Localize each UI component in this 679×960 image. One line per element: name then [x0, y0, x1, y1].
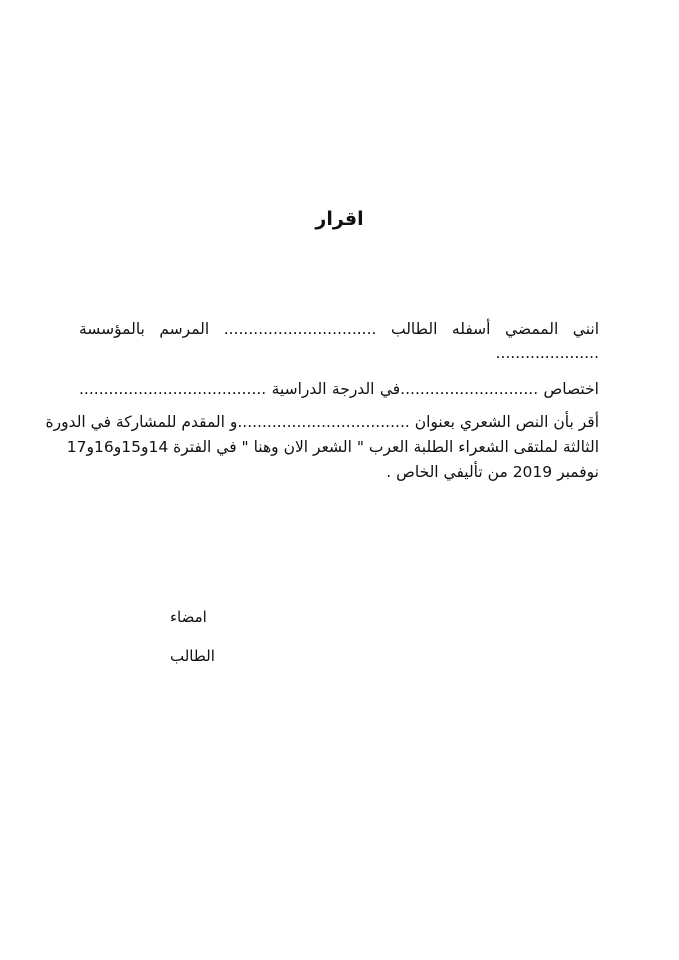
word-anni: انني: [572, 320, 599, 338]
word-institution: بالمؤسسة: [79, 320, 145, 338]
institution-blank: .....................: [495, 344, 599, 362]
specialty-line: اختصاص ............................في الدرجة الدراسية ......................................: [79, 380, 599, 398]
declarant-line: [79, 320, 599, 338]
signature-role: الطالب: [170, 647, 215, 665]
word-mumdi: الممضي: [504, 320, 559, 338]
declaration-line-3: نوفمبر 2019 من تأليفي الخاص .: [386, 463, 599, 481]
word-murassam: المرسم: [159, 320, 210, 338]
word-talib: الطالب: [390, 320, 438, 338]
name-blank: ...............................: [223, 320, 377, 338]
word-asfalahu: أسفله: [451, 320, 491, 338]
signature-label: امضاء: [170, 608, 207, 626]
document-title: اقرار: [315, 208, 364, 230]
declaration-line-2: الثالثة لملتقى الشعراء الطلبة العرب " الشعر الان وهنا " في الفترة 14و15و16و17: [66, 438, 599, 456]
declaration-line-1: أقر بأن النص الشعري بعنوان ...................................و المقدم للمشاركة في الدورة: [45, 413, 599, 431]
